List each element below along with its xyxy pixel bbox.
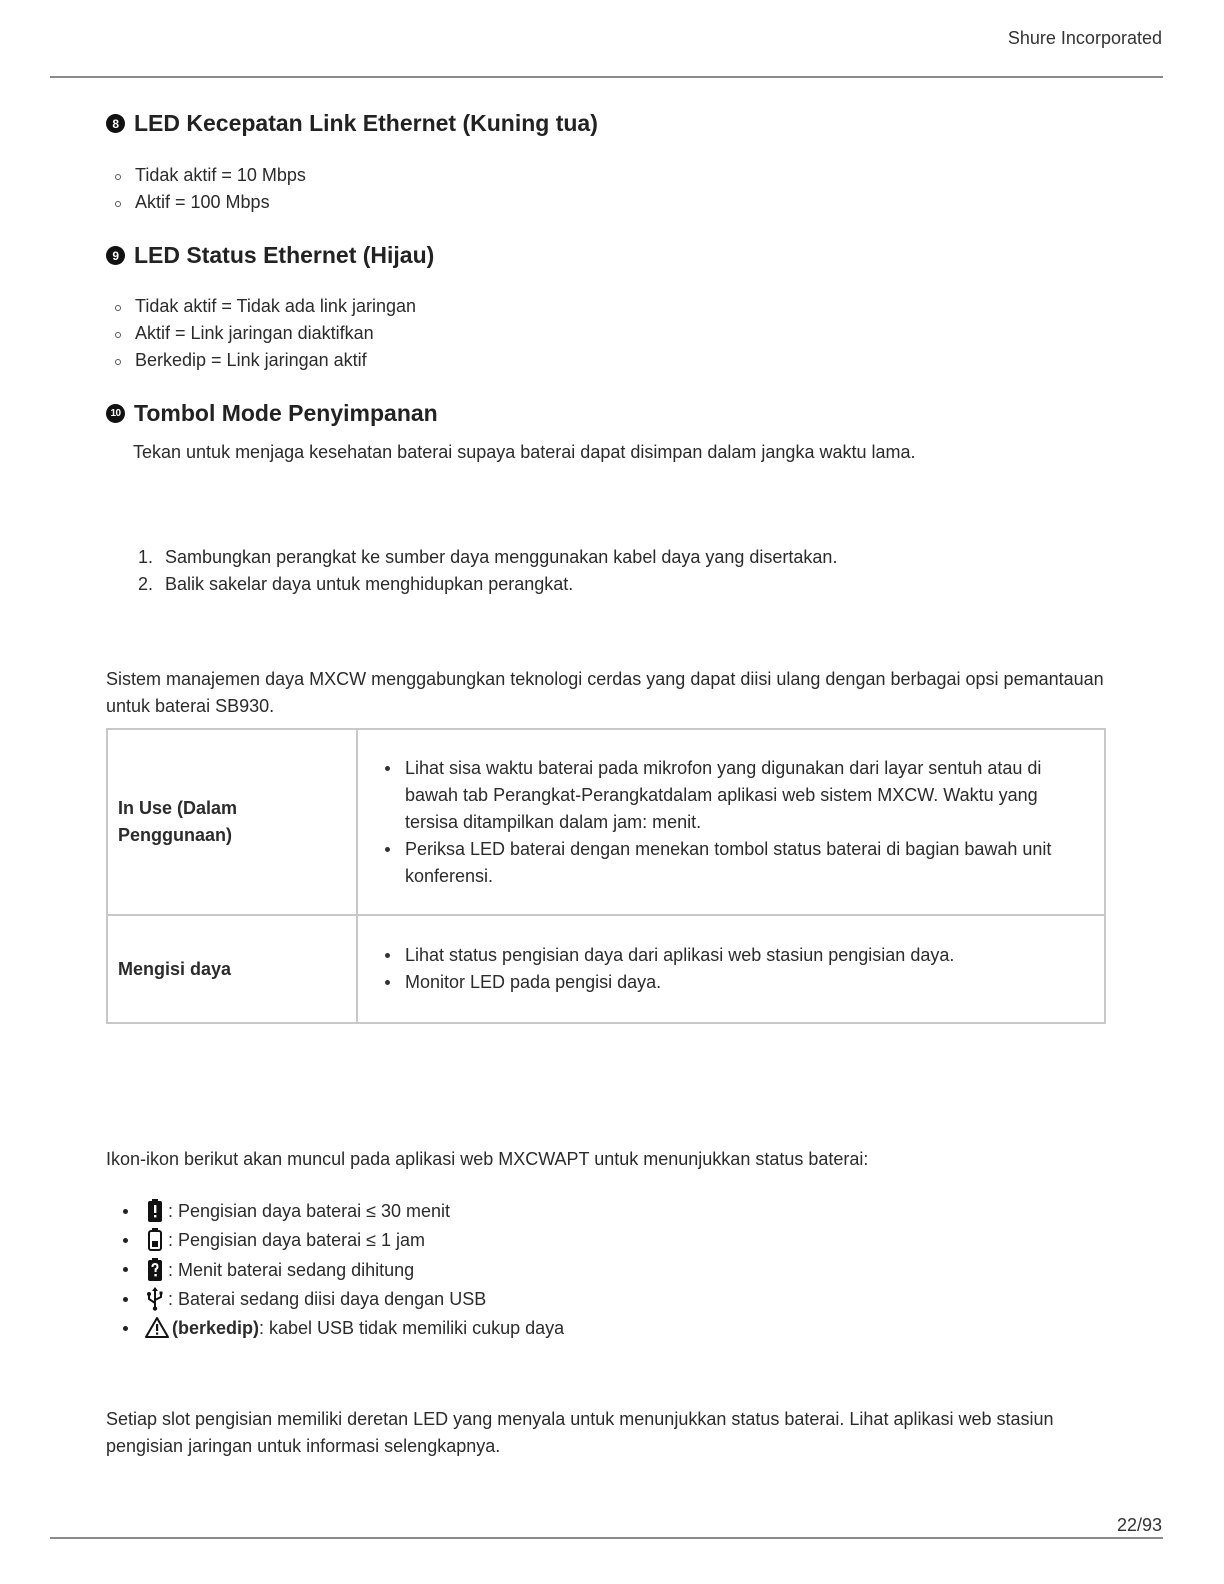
list-item: (berkedip) : kabel USB tidak memiliki cukup daya bbox=[118, 1311, 564, 1340]
table-row-label: In Use (Dalam Penggunaan) bbox=[107, 729, 357, 915]
footer-divider bbox=[50, 1537, 1163, 1539]
icons-intro: Ikon-ikon berikut akan muncul pada aplikasi web MXCWAPT untuk menunjukkan status baterai: bbox=[106, 1149, 869, 1169]
section-9-heading bbox=[106, 242, 434, 269]
list-item: 2. Balik sakelar daya untuk menghidupkan perangkat. bbox=[138, 574, 574, 594]
section-9-title: LED Status Ethernet (Hijau) bbox=[134, 242, 435, 268]
section-8-heading bbox=[106, 110, 598, 137]
header-divider bbox=[50, 76, 1163, 78]
number-10-badge: 10 bbox=[106, 404, 125, 423]
battery-icon-list bbox=[118, 1194, 564, 1340]
section-9-list bbox=[114, 293, 416, 374]
section-8-list bbox=[114, 162, 306, 216]
list-item: : Baterai sedang diisi daya dengan USB bbox=[118, 1282, 564, 1311]
list-item: : Pengisian daya baterai ≤ 30 menit bbox=[118, 1194, 564, 1223]
battery-monitor-table bbox=[106, 728, 1106, 1024]
battery-unknown-icon bbox=[144, 1258, 166, 1282]
list-item: Aktif = 100 Mbps bbox=[114, 189, 306, 216]
list-item: : Pengisian daya baterai ≤ 1 jam bbox=[118, 1223, 564, 1252]
usb-icon bbox=[144, 1287, 166, 1311]
battery-low-icon bbox=[144, 1228, 166, 1252]
list-item: Aktif = Link jaringan diaktifkan bbox=[114, 320, 416, 347]
section-10-text: Tekan untuk menjaga kesehatan baterai supaya baterai dapat disimpan dalam jangka waktu lama. bbox=[133, 442, 916, 462]
list-item: 1. Sambungkan perangkat ke sumber daya menggunakan kabel daya yang disertakan. bbox=[138, 547, 838, 567]
power-intro: Sistem manajemen daya MXCW menggabungkan teknologi cerdas yang dapat diisi ulang dengan berbagai opsi pemantauan untuk baterai SB930. bbox=[106, 669, 1104, 716]
list-item: Berkedip = Link jaringan aktif bbox=[114, 347, 416, 374]
list-item: Tidak aktif = 10 Mbps bbox=[114, 162, 306, 189]
warning-triangle-icon bbox=[144, 1316, 170, 1340]
header-company: Shure Incorporated bbox=[1007, 28, 1162, 48]
page-number: 22/93 bbox=[1116, 1515, 1162, 1535]
list-item: Lihat status pengisian daya dari aplikasi web stasiun pengisian daya. bbox=[378, 942, 1090, 969]
blinking-label: (berkedip) bbox=[172, 1317, 260, 1338]
list-item: Periksa LED baterai dengan menekan tombol status baterai di bagian bawah unit konferensi. bbox=[378, 836, 1090, 890]
section-8-title: LED Kecepatan Link Ethernet (Kuning tua) bbox=[134, 110, 598, 136]
section-10-heading bbox=[106, 400, 438, 427]
power-on-steps bbox=[130, 544, 837, 598]
list-item: : Menit baterai sedang dihitung bbox=[118, 1252, 564, 1281]
battery-alert-icon bbox=[144, 1199, 166, 1223]
section-10-title: Tombol Mode Penyimpanan bbox=[134, 400, 438, 426]
number-8-badge: 8 bbox=[106, 114, 125, 133]
table-row bbox=[107, 729, 1105, 915]
table-row bbox=[107, 915, 1105, 1023]
list-item: Monitor LED pada pengisi daya. bbox=[378, 969, 1090, 996]
list-item: Lihat sisa waktu baterai pada mikrofon yang digunakan dari layar sentuh atau di bawah tab Perangkat-Perangkatdalam aplikasi web sistem MXCW. Waktu yang tersisa ditampilkan dalam jam: menit. bbox=[378, 755, 1090, 836]
led-text: Setiap slot pengisian memiliki deretan LED yang menyala untuk menunjukkan status baterai. Lihat aplikasi web stasiun pengisian jaringan untuk informasi selengkapnya. bbox=[106, 1409, 1054, 1456]
number-9-badge: 9 bbox=[106, 246, 125, 265]
list-item: Tidak aktif = Tidak ada link jaringan bbox=[114, 293, 416, 320]
table-row-label: Mengisi daya bbox=[107, 915, 357, 1023]
